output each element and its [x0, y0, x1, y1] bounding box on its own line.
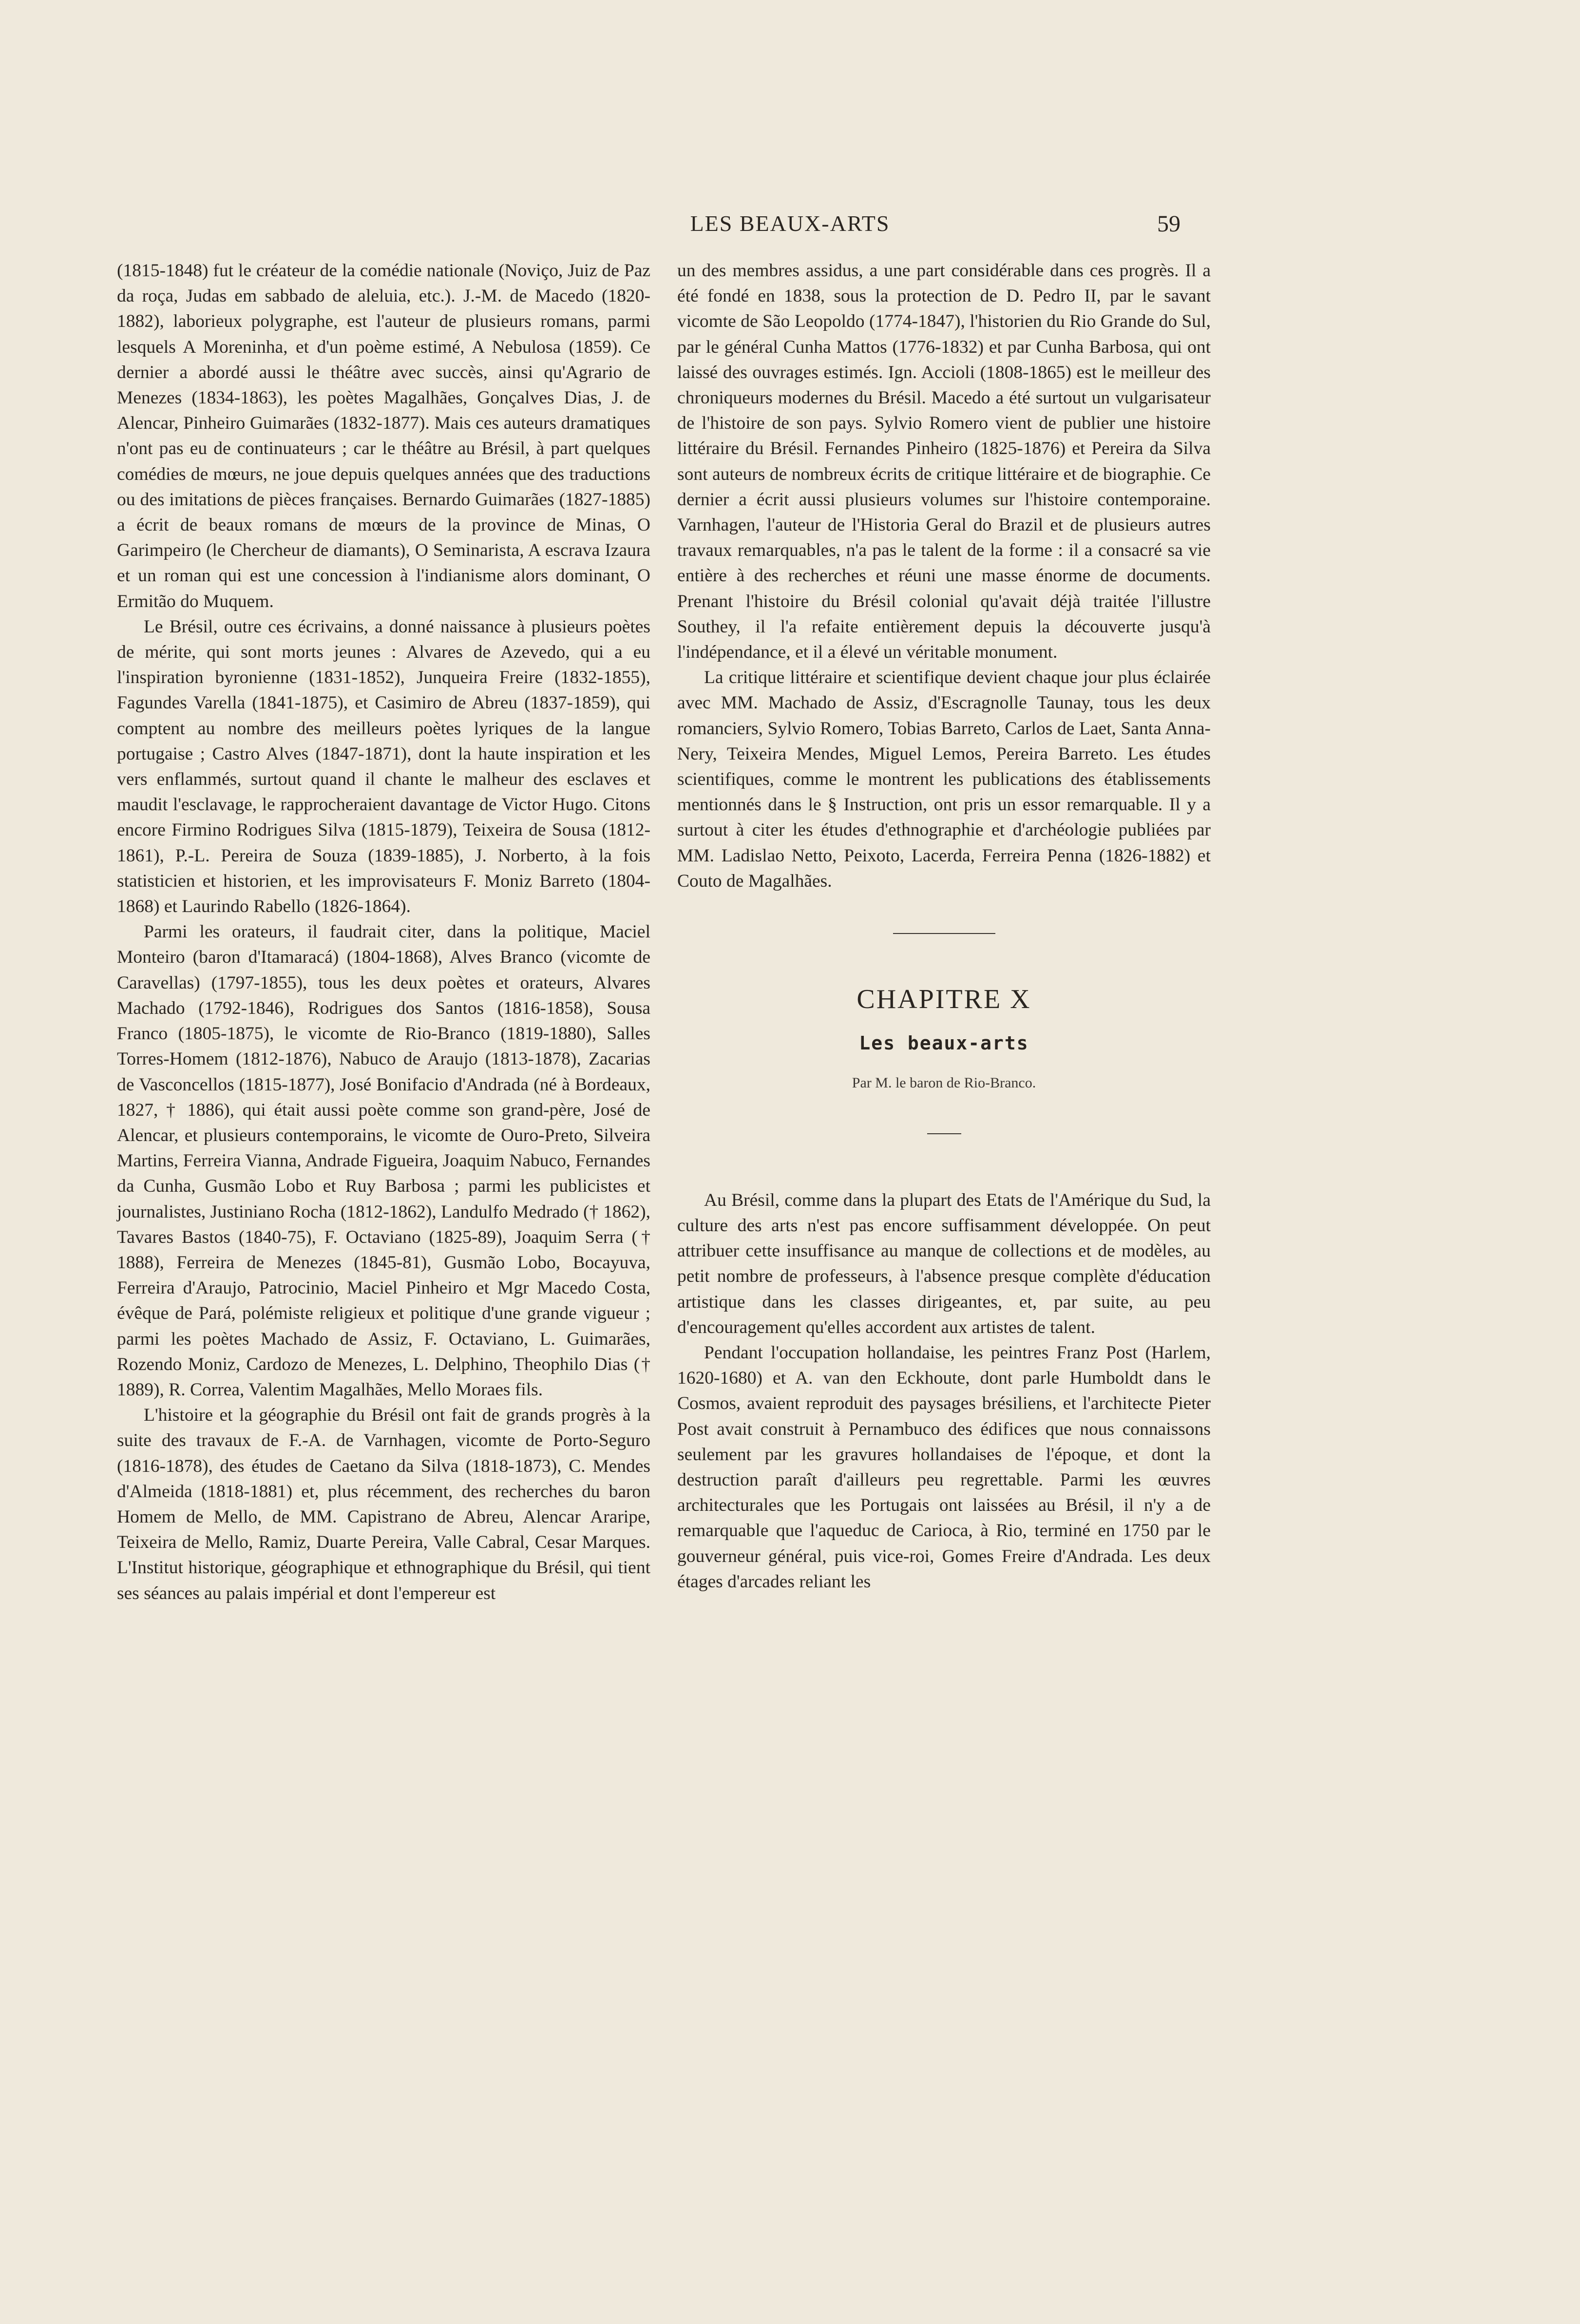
running-header — [0, 210, 1580, 240]
chapter-heading: CHAPITRE X — [857, 984, 1031, 1015]
author-byline: Par M. le baron de Rio-Branco. — [852, 1075, 1036, 1091]
paragraph: L'histoire et la géographie du Brésil ont fait de grands progrès à la suite des travaux de F.-A. de Varnhagen, vicomte de Porto-Seguro (1816-1878), des études de Caetano da Silva (1818-1873), C. Mendes d'Almeida (1818-1881) et, plus récemment, des recherches du baron Homem de Mello, de MM. Capistrano de Abreu, Alencar Araripe, Teixeira de Mello, Ramiz, Duarte Pereira, Valle Cabral, Cesar Marques. L'Institut historique, géographique et ethnographique du Brésil, qui tient ses séances au palais impérial et dont l'empereur est — [117, 1405, 650, 1603]
paragraph: La critique littéraire et scientifique devient chaque jour plus éclairée avec MM. Machado de Assiz, d'Escragnolle Taunay, tous les deux romanciers, Sylvio Romero, Tobias Barreto, Carlos de Laet, Santa Anna-Nery, Teixeira Mendes, Miguel Lemos, Pereira Barreto. Les études scientifiques, comme le montrent les publications des établissements mentionnés dans le § Instruction, ont pris un essor remarquable. Il y a surtout à citer les études d'ethnographie et d'archéologie publiées par MM. Ladislao Netto, Peixoto, Lacerda, Ferreira Penna (1826-1882) et Couto de Magalhães. — [677, 667, 1211, 891]
paragraph: Parmi les orateurs, il faudrait citer, dans la politique, Maciel Monteiro (baron d'Itamaracá) (1804-1868), Alves Branco (vicomte de Caravellas) (1797-1855), tous les deux poètes et orateurs, Alvares Machado (1792-1846), Rodrigues dos Santos (1816-1858), Sousa Franco (1805-1875), le vicomte de Rio-Branco (1819-1880), Salles Torres-Homem (1812-1876), Nabuco de Araujo (1813-1878), Zacarias de Vasconcellos (1815-1877), José Bonifacio d'Andrada (né à Bordeaux, 1827, † 1886), qui était aussi poète comme son grand-père, José de Alencar, et plusieurs contemporains, le vicomte de Ouro-Preto, Silveira Martins, Ferreira Vianna, Andrade Figueira, Joaquim Nabuco, Fernandes da Cunha, Gusmão Lobo et Ruy Barbosa ; parmi les publicistes et journalistes, Justiniano Rocha (1812-1862), Landulfo Medrado († 1862), Tavares Bastos (1840-75), F. Octaviano (1825-89), Joaquim Serra († 1888), Ferreira de Menezes (1845-81), Gusmão Lobo, Bocayuva, Ferreira d'Araujo, Patrocinio, Maciel Pinheiro et Mgr Macedo Costa, évêque de Pará, polémiste religieux et politique d'une grande vigueur ; parmi les poètes Machado de Assiz, F. Octaviano, L. Guimarães, Rozendo Moniz, Cardozo de Menezes, L. Delphino, Theophilo Dias († 1889), R. Correa, Valentim Magalhães, Mello Moraes fils. — [117, 922, 650, 1400]
section-divider — [893, 933, 995, 934]
paragraph: Le Brésil, outre ces écrivains, a donné naissance à plusieurs poètes de mérite, qui sont morts jeunes : Alvares de Azevedo, qui a eu l'inspiration byronienne (1831-1852), Junqueira Freire (1832-1855), Fagundes Varella (1841-1875), et Casimiro de Abreu (1837-1859), qui comptent au nombre des meilleurs poètes lyriques de la langue portugaise ; Castro Alves (1847-1871), dont la haute inspiration et les vers enflammés, surtout quand il chante le malheur des esclaves et maudit l'esclavage, le rapprocheraient davantage de Victor Hugo. Citons encore Firmino Rodrigues Silva (1815-1879), Teixeira de Sousa (1812-1861), P.-L. Pereira de Souza (1839-1885), J. Norberto, à la fois statisticien et historien, et les improvisateurs F. Moniz Barreto (1804-1868) et Laurindo Rabello (1826-1864). — [117, 616, 650, 917]
chapter-subtitle: Les beaux-arts — [859, 1032, 1029, 1054]
running-title: LES BEAUX-ARTS — [690, 211, 890, 236]
page-number: 59 — [1157, 211, 1180, 237]
paragraph: Au Brésil, comme dans la plupart des Etats de l'Amérique du Sud, la culture des arts n'est pas encore suffisamment développée. On peut attribuer cette insuffisance au manque de collections et de modèles, au petit nombre de professeurs, à l'absence presque complète d'éducation artistique dans les classes dirigeantes, et, par suite, au peu d'encouragement qu'elles accordent aux artistes de talent. — [677, 1190, 1211, 1337]
paragraph: Pendant l'occupation hollandaise, les peintres Franz Post (Harlem, 1620-1680) et A. van den Eckhoute, dont parle Humboldt dans le Cosmos, avaient reproduit des paysages brésiliens, et l'architecte Pieter Post avait construit à Pernambuco des édifices que nous connaissons seulement par les gravures hollandaises de l'époque, et dont la destruction paraît d'ailleurs peu regrettable. Parmi les œuvres architecturales que les Portugais ont laissées au Brésil, il n'y a de remarquable que l'aqueduc de Carioca, à Rio, terminé en 1750 par le gouverneur général, puis vice-roi, Gomes Freire d'Andrada. Les deux étages d'arcades reliant les — [677, 1342, 1211, 1592]
right-column — [677, 258, 1211, 1595]
left-column — [117, 258, 650, 1606]
paragraph: un des membres assidus, a une part considérable dans ces progrès. Il a été fondé en 1838, sous la protection de D. Pedro II, par le savant vicomte de São Leopoldo (1774-1847), l'historien du Rio Grande do Sul, par le général Cunha Mattos (1776-1832) et par Cunha Barbosa, qui ont laissé des ouvrages estimés. Ign. Accioli (1808-1865) est le meilleur des chroniqueurs modernes du Brésil. Macedo a été surtout un vulgarisateur de l'histoire de son pays. Sylvio Romero vient de publier une histoire littéraire du Brésil. Fernandes Pinheiro (1825-1876) et Pereira da Silva sont auteurs de nombreux écrits de critique littéraire et de biographie. Ce dernier a écrit aussi plusieurs volumes sur l'histoire contemporaine. Varnhagen, l'auteur de l'Historia Geral do Brazil et de plusieurs autres travaux remarquables, n'a pas le talent de la forme : il a consacré sa vie entière à des recherches et réuni une masse énorme de documents. Prenant l'histoire du Brésil colonial qu'avait déjà traitée l'illustre Southey, il l'a refaite entièrement depuis la découverte jusqu'à l'indépendance, et il a élevé un véritable monument. — [677, 261, 1211, 663]
paragraph: (1815-1848) fut le créateur de la comédie nationale (Noviço, Juiz de Paz da roça, Judas em sabbado de aleluia, etc.). J.-M. de Macedo (1820-1882), laborieux polygraphe, est l'auteur de plusieurs romans, parmi lesquels A Moreninha, et d'un poème estimé, A Nebulosa (1859). Ce dernier a abordé aussi le théâtre avec succès, ainsi qu'Agrario de Menezes (1834-1863), les poètes Magalhães, Gonçalves Dias, J. de Alencar, Pinheiro Guimarães (1832-1877). Mais ces auteurs dramatiques n'ont pas eu de continuateurs ; car le théâtre au Brésil, à part quelques comédies de mœurs, ne joue depuis quelques années que des traductions ou des imitations de pièces françaises. Bernardo Guimarães (1827-1885) a écrit de beaux romans de mœurs de la province de Minas, O Garimpeiro (le Chercheur de diamants), O Seminarista, A escrava Izaura et un roman qui est une concession à l'indianisme alors dominant, O Ermitão do Muquem. — [117, 261, 650, 611]
